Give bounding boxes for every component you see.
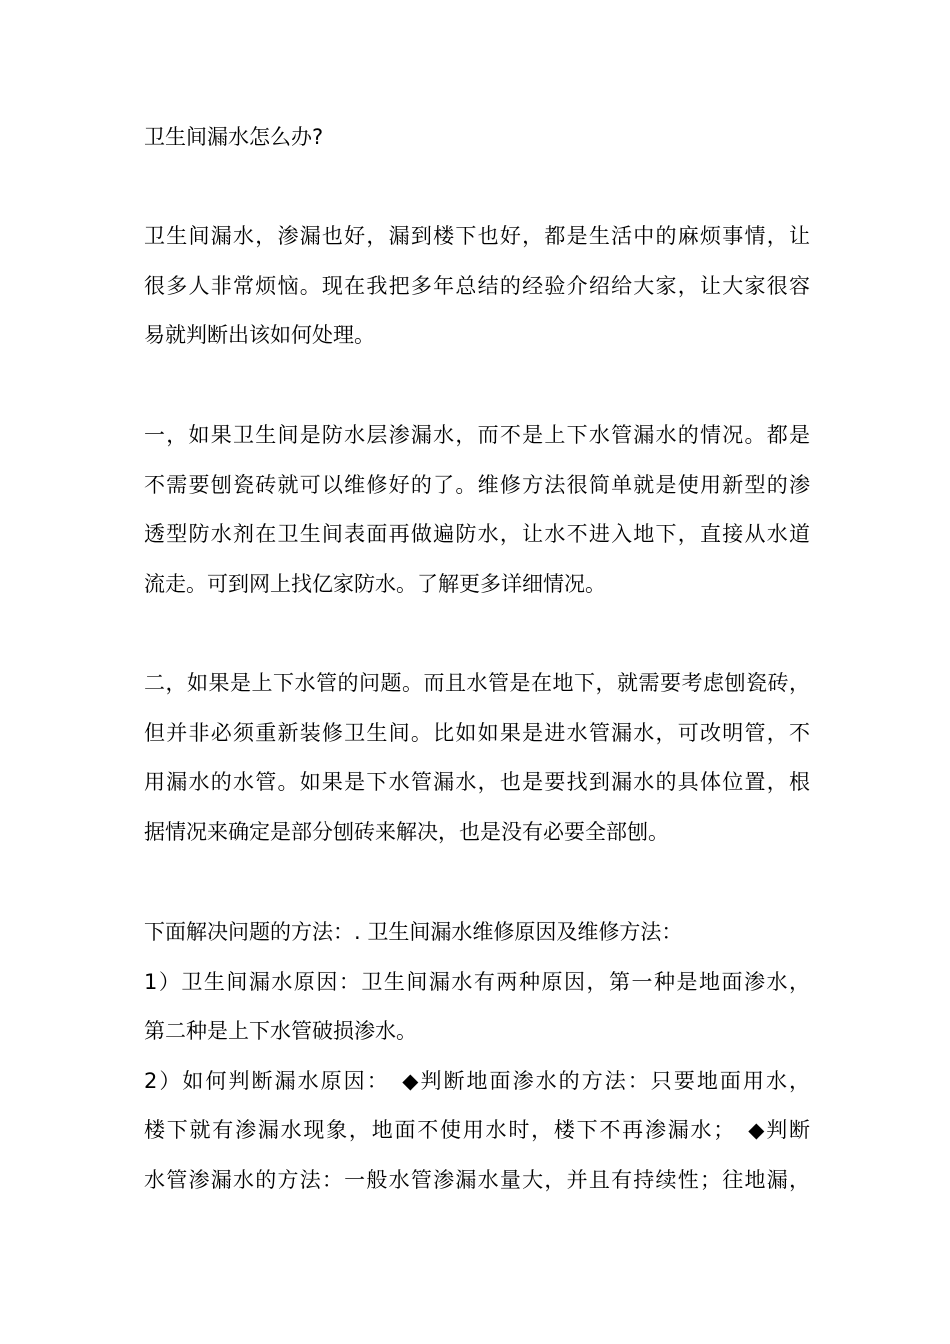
text-line: 1）卫生间漏水原因：卫生间漏水有两种原因，第一种是地面渗水， (144, 969, 810, 994)
text-line: 下面解决问题的方法：. 卫生间漏水维修原因及维修方法： (144, 920, 683, 944)
paragraph-intro (144, 212, 810, 361)
document-title: 卫生间漏水怎么办? (144, 125, 324, 149)
text-line: 很多人非常烦恼。现在我把多年总结的经验介绍给大家，让大家很容 (144, 273, 810, 298)
text-line: 卫生间漏水，渗漏也好，漏到楼下也好，都是生活中的麻烦事情，让 (144, 224, 810, 248)
text-line: 易就判断出该如何处理。 (144, 323, 375, 347)
text-line: 一，如果卫生间是防水层渗漏水，而不是上下水管漏水的情况。都是 (144, 423, 810, 447)
text-line: 楼下就有渗漏水现象，地面不使用水时，楼下不再渗漏水； ◆判断 (144, 1118, 810, 1142)
text-line: 二，如果是上下水管的问题。而且水管是在地下，就需要考虑刨瓷砖， (144, 671, 810, 695)
text-line: 第二种是上下水管破损渗水。 (144, 1019, 417, 1043)
text-line: 流走。可到网上找亿家防水。了解更多详细情况。 (144, 571, 606, 596)
text-line: 水管渗漏水的方法：一般水管渗漏水量大，并且有持续性；往地漏， (144, 1167, 810, 1192)
text-line: 2）如何判断漏水原因： ◆判断地面渗水的方法：只要地面用水， (144, 1068, 810, 1093)
text-line: 据情况来确定是部分刨砖来解决，也是没有必要全部刨。 (144, 819, 669, 844)
text-line: 但并非必须重新装修卫生间。比如如果是进水管漏水，可改明管，不 (144, 720, 810, 745)
text-line: 透型防水剂在卫生间表面再做遍防水，让水不进入地下，直接从水道 (144, 522, 810, 546)
text-line: 不需要刨瓷砖就可以维修好的了。维修方法很简单就是使用新型的渗 (144, 472, 810, 497)
paragraph-section-two (144, 659, 810, 857)
paragraph-methods (144, 908, 810, 1205)
paragraph-section-one (144, 411, 810, 609)
text-line: 用漏水的水管。如果是下水管漏水，也是要找到漏水的具体位置，根 (144, 770, 810, 794)
